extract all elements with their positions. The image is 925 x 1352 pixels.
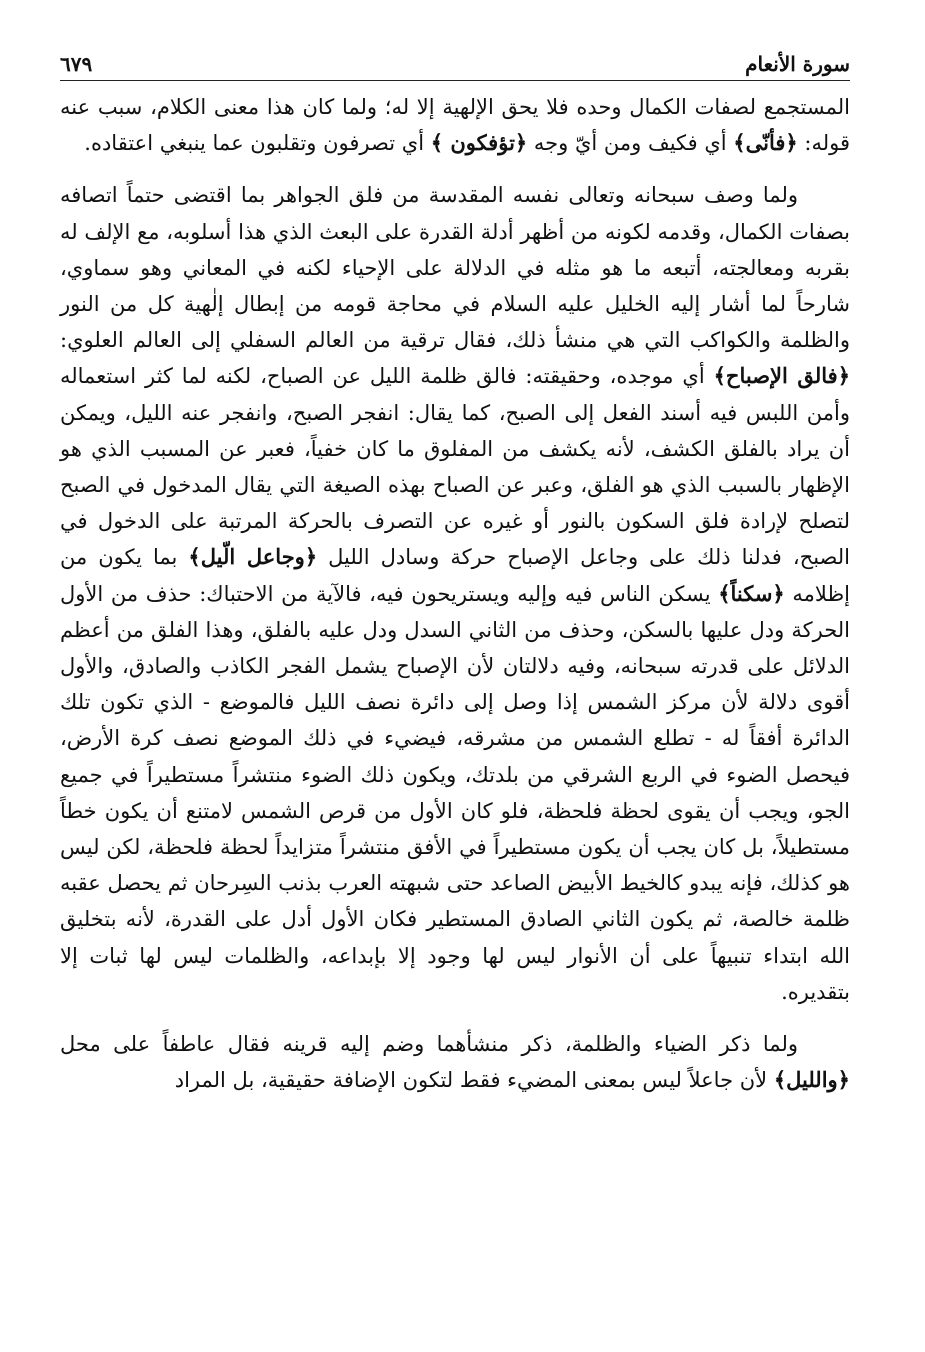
- quran-quote: ﴿سكناً﴾: [718, 580, 785, 606]
- book-page: [60, 40, 850, 1330]
- quran-quote: ﴿وجاعل الّيل﴾: [188, 544, 318, 570]
- quran-quote: ﴿والليل﴾: [773, 1067, 850, 1093]
- quran-quote: ﴿فالق الإصباح﴾: [713, 363, 851, 389]
- quran-quote: ﴿فأنّى﴾: [733, 130, 798, 156]
- surah-title: سورة الأنعام: [745, 52, 850, 76]
- paragraph-2: [60, 177, 850, 1010]
- text-run: بما يكون من إظلامه: [60, 545, 850, 606]
- body-text: [60, 89, 850, 1098]
- text-run: ولما وصف سبحانه وتعالى نفسه المقدسة من فلق الجواهر بما اقتضى حتماً اتصافه بصفات الكمال، وقدمه لكونه من أظهر أدلة القدرة على البعث الذي هذا أسلوبه، مع الإلف له بقربه ومعالجته، أتبعه ما هو مثله في الدلالة على الإحياء لكنه في المعاني وهو سماوي، شارحاً لما أشار إليه الخليل عليه السلام في محاجة قومه من إبطال إلٰهية كل من النور والظلمة والكواكب التي هي منشأ ذلك، فقال ترقية من العالم السفلي إلى العالم العلوي:: [60, 183, 850, 353]
- text-run: أي موجده، وحقيقته: فالق ظلمة الليل عن الصباح، لكنه لما كثر استعماله وأمن اللبس فيه أسند الفعل إلى الصبح، كما يقال: انفجر الصبح، وانفجر عنه الليل، ويمكن أن يراد بالفلق الكشف، لأنه يكشف من المفلوق ما كان خفياً، فعبر عن المسبب الذي هو الإظهار بالسبب الذي هو الفلق، وعبر عن الصباح بهذه الصيغة التي يقال المدخول في الصبح لتصلح لإرادة فلق السكون بالنور أو غيره عن التصرف بالحركة المرتبة على الدخول في الصبح، فدلنا ذلك على وجاعل الإصباح حركة وسادل الليل: [60, 364, 850, 570]
- text-run: المستجمع لصفات الكمال وحده فلا يحق الإلهية إلا له؛ ولما كان هذا معنى الكلام، سبب عنه قوله:: [60, 95, 850, 156]
- text-run: ولما ذكر الضياء والظلمة، ذكر منشأهما وضم إليه قرينه فقال عاطفاً على محل: [60, 1032, 798, 1057]
- text-run: لأن جاعلاً ليس بمعنى المضيء فقط لتكون الإضافة حقيقية، بل المراد: [174, 1068, 774, 1093]
- text-run: أي فكيف ومن أيّ وجه: [527, 131, 734, 156]
- paragraph-3: [60, 1026, 850, 1098]
- paragraph-1: [60, 89, 850, 161]
- text-run: يسكن الناس فيه وإليه ويستريحون فيه، فالآية من الاحتباك: حذف من الأول الحركة ودل عليها بالسكن، وحذف من الثاني السدل ودل عليه بالفلق، وهذا الفلق من أعظم الدلائل على قدرته سبحانه، وفيه دلالتان لأن الإصباح يشمل الفجر الكاذب والصادق، والأول أقوى دلالة لأن مركز الشمس إذا وصل إلى دائرة نصف الليل فالموضع - الذي تكون تلك الدائرة أفقاً له - تطلع الشمس من مشرقه، فيضيء في ذلك الموضع نصف كرة الأرض، فيحصل الضوء في الربع الشرقي من بلدتك، ويكون ذلك الضوء منتشراً مستطيراً في جميع الجو، ويجب أن يقوى لحظة فلحظة، فلو كان الأول من قرص الشمس لامتنع أن يكون خطاً مستطيلاً، بل كان يجب أن يكون مستطيراً في الأفق منتشراً متزايداً لحظة فلحظة، لكن ليس هو كذلك، فإنه يبدو كالخيط الأبيض الصاعد حتى شبهته العرب بذنب السِرحان ثم يحصل عقبه ظلمة خالصة، ثم يكون الثاني الصادق المستطير فكان الأول أدل على القدرة، لأنه بتخليق الله ابتداء تنبيهاً على أن الأنوار ليس لها وجود إلا بإبداعه، والظلمات ليس لها ثبات إلا بتقديره.: [60, 581, 850, 1004]
- running-header: [60, 40, 850, 81]
- quran-quote: ﴿تؤفكون ﴾: [430, 130, 528, 156]
- page-number: ٦٧٩: [60, 52, 93, 76]
- text-run: أي تصرفون وتقلبون عما ينبغي اعتقاده.: [84, 131, 431, 156]
